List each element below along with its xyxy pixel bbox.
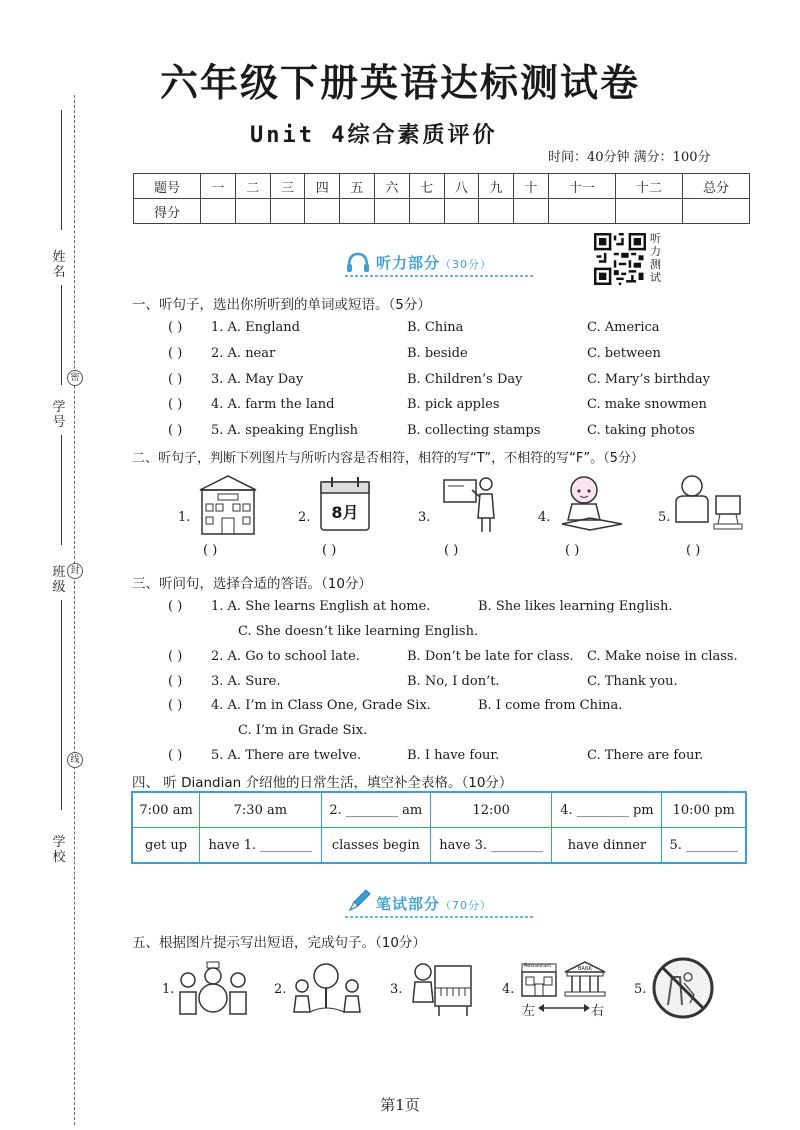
score-row-label: 得分 — [134, 199, 201, 224]
activity-cell: classes begin — [321, 828, 430, 864]
picture-number: 5. — [658, 510, 671, 525]
answer-paren[interactable]: ( ) — [168, 698, 183, 713]
score-cell: 七 — [409, 174, 444, 199]
option-a: 1. A. England — [211, 320, 300, 335]
kids-planting-trees-icon — [290, 960, 366, 1016]
time-score-info: 时间：40分钟 满分：100分 — [548, 150, 711, 165]
left-direction-label: 左 — [522, 1004, 536, 1019]
answer-paren[interactable]: ( ) — [168, 423, 183, 438]
class-label: 班级 — [52, 565, 66, 595]
answer-paren[interactable]: ( ) — [444, 543, 459, 558]
option-b: B. beside — [407, 346, 468, 361]
listening-section-heading — [376, 252, 492, 273]
daily-routine-table — [131, 791, 747, 864]
answer-paren[interactable]: ( ) — [168, 346, 183, 361]
option-c: C. make snowmen — [587, 397, 707, 412]
picture-number: 4. — [502, 982, 515, 997]
score-table-score-row — [134, 199, 750, 224]
table-row — [132, 828, 746, 864]
time-cell: 12:00 — [431, 792, 552, 828]
q2-title: 二、听句子，判断下列图片与所听内容是否相符，相符的写“T”，不相符的写“F”。（5分） — [132, 451, 644, 466]
option-a: 5. A. There are twelve. — [211, 748, 362, 763]
answer-paren[interactable]: ( ) — [686, 543, 701, 558]
option-a: 2. A. near — [211, 346, 276, 361]
score-cell: 一 — [201, 174, 236, 199]
option-c: C. There are four. — [587, 748, 704, 763]
answer-paren[interactable]: ( ) — [168, 674, 183, 689]
score-blank-cell[interactable] — [374, 199, 409, 224]
option-a: 5. A. speaking English — [211, 423, 359, 438]
girl-reading-icon — [556, 474, 626, 534]
no-climbing-trees-sign-icon — [650, 955, 716, 1021]
seal-circle-xian: 线 — [67, 752, 83, 768]
calendar-month-text: 8月 — [331, 503, 359, 522]
activity-blank-cell[interactable]: have 1. ________ — [200, 828, 321, 864]
school-building-icon — [196, 472, 260, 536]
option-b: B. China — [407, 320, 464, 335]
time-blank-cell[interactable]: 2. ________ am — [321, 792, 430, 828]
listening-points: （30分） — [440, 258, 493, 271]
option-c: C. Make noise in class. — [587, 649, 738, 664]
activity-blank-cell[interactable]: have 3. ________ — [431, 828, 552, 864]
score-blank-cell[interactable] — [235, 199, 270, 224]
answer-paren[interactable]: ( ) — [203, 543, 218, 558]
picture-number: 3. — [390, 982, 403, 997]
score-blank-cell[interactable] — [340, 199, 375, 224]
option-a: 1. A. She learns English at home. — [211, 599, 431, 614]
answer-paren[interactable]: ( ) — [168, 397, 183, 412]
score-blank-cell[interactable] — [270, 199, 305, 224]
qr-label-char: 试 — [650, 271, 661, 284]
picture-number: 1. — [162, 982, 175, 997]
activity-blank-cell[interactable]: 5. ________ — [662, 828, 746, 864]
qr-label-char: 听 — [650, 232, 661, 245]
school-label: 学校 — [52, 835, 66, 865]
option-c: C. She doesn’t like learning English. — [238, 624, 479, 639]
activity-cell: have dinner — [552, 828, 662, 864]
name-label: 姓名 — [52, 250, 66, 280]
qr-label-char: 力 — [650, 245, 661, 258]
picture-number: 3. — [418, 510, 431, 525]
table-row — [132, 792, 746, 828]
binding-dashed-line — [74, 95, 75, 1125]
score-cell: 总分 — [682, 174, 749, 199]
kids-making-snowman-icon — [176, 958, 250, 1018]
score-cell: 十二 — [615, 174, 682, 199]
picture-number: 2. — [298, 510, 311, 525]
score-blank-cell[interactable] — [615, 199, 682, 224]
score-table — [133, 173, 750, 224]
score-blank-cell[interactable] — [201, 199, 236, 224]
q1-title: 一、听句子，选出你所听到的单词或短语。（5分） — [132, 297, 431, 313]
writing-section-heading — [376, 893, 492, 914]
score-blank-cell[interactable] — [514, 199, 549, 224]
q3-title: 三、听问句，选择合适的答语。（10分） — [132, 576, 372, 592]
student-id-fill-line — [61, 285, 62, 385]
unit-subtitle: Unit 4综合素质评价 — [250, 123, 498, 148]
score-cell: 三 — [270, 174, 305, 199]
time-cell: 10:00 pm — [662, 792, 746, 828]
option-a: 3. A. May Day — [211, 372, 304, 387]
score-cell: 九 — [479, 174, 514, 199]
right-direction-label: 右 — [591, 1004, 605, 1019]
option-c: C. America — [587, 320, 660, 335]
score-blank-cell[interactable] — [409, 199, 444, 224]
activity-cell: get up — [132, 828, 200, 864]
option-b: B. Children’s Day — [407, 372, 523, 387]
listening-heading-text: 听力部分 — [376, 254, 441, 272]
qr-label-char: 测 — [650, 258, 661, 271]
q4-title: 四、 听 Diandian 介绍他的日常生活，填空补全表格。（10分） — [132, 775, 513, 791]
answer-paren[interactable]: ( ) — [168, 599, 183, 614]
score-blank-cell[interactable] — [305, 199, 340, 224]
option-b: B. No, I don’t. — [407, 674, 500, 689]
option-a: 4. A. farm the land — [211, 397, 335, 412]
time-cell: 7:30 am — [200, 792, 321, 828]
name-fill-line — [61, 110, 62, 230]
answer-paren[interactable]: ( ) — [168, 372, 183, 387]
student-id-label: 学号 — [52, 400, 66, 430]
seal-circle-mi: 密 — [67, 370, 83, 386]
double-arrow-icon — [538, 1003, 590, 1013]
score-table-header-row — [134, 174, 750, 199]
answer-paren[interactable]: ( ) — [322, 543, 337, 558]
option-b: B. pick apples — [407, 397, 500, 412]
writing-points: （70分） — [440, 899, 493, 912]
writing-heading-text: 笔试部分 — [376, 895, 441, 913]
option-c: C. I’m in Grade Six. — [238, 723, 368, 738]
qr-code-icon[interactable] — [594, 233, 646, 285]
score-blank-cell[interactable] — [682, 199, 749, 224]
option-a: 3. A. Sure. — [211, 674, 281, 689]
score-cell: 四 — [305, 174, 340, 199]
picture-number: 1. — [178, 510, 191, 525]
score-cell: 五 — [340, 174, 375, 199]
option-a: 4. A. I’m in Class One, Grade Six. — [211, 698, 431, 713]
q5-title: 五、根据图片提示写出短语，完成句子。（10分） — [132, 935, 426, 951]
option-c: C. Thank you. — [587, 674, 678, 689]
option-c: C. between — [587, 346, 661, 361]
answer-paren[interactable]: ( ) — [168, 748, 183, 763]
seal-circle-feng: 封 — [67, 563, 83, 579]
score-cell: 二 — [235, 174, 270, 199]
picture-number: 5. — [634, 982, 647, 997]
page-title: 六年级下册英语达标测试卷 — [159, 61, 640, 105]
option-b: B. Don’t be late for class. — [407, 649, 574, 664]
answer-paren[interactable]: ( ) — [168, 320, 183, 335]
headphones-icon — [345, 250, 371, 274]
picture-number: 2. — [274, 982, 287, 997]
score-cell: 十 — [514, 174, 549, 199]
qr-label — [650, 232, 664, 284]
teacher-at-board-icon — [440, 472, 504, 536]
pencil-icon — [346, 888, 372, 914]
score-cell: 六 — [374, 174, 409, 199]
score-blank-cell[interactable] — [444, 199, 479, 224]
score-blank-cell[interactable] — [548, 199, 615, 224]
time-blank-cell[interactable]: 4. ________ pm — [552, 792, 662, 828]
score-cell: 十一 — [548, 174, 615, 199]
option-b: B. I come from China. — [478, 698, 623, 713]
page-number: 第1页 — [380, 1096, 420, 1114]
picture-number: 4. — [538, 510, 551, 525]
option-c: C. Mary’s birthday — [587, 372, 711, 387]
girl-playing-piano-icon — [405, 958, 475, 1018]
time-cell: 7:00 am — [132, 792, 200, 828]
answer-paren[interactable]: ( ) — [168, 649, 183, 664]
score-cell: 题号 — [134, 174, 201, 199]
writing-underline — [345, 915, 535, 919]
option-a: 2. A. Go to school late. — [211, 649, 360, 664]
restaurant-sign-text: Restaurant — [524, 963, 552, 969]
class-fill-line — [61, 435, 62, 545]
listening-underline — [345, 274, 535, 278]
option-c: C. taking photos — [587, 423, 695, 438]
boy-watching-tv-icon — [672, 472, 744, 534]
school-fill-line — [61, 600, 62, 810]
option-b: B. collecting stamps — [407, 423, 541, 438]
answer-paren[interactable]: ( ) — [565, 543, 580, 558]
bank-sign-text: BANK — [578, 966, 592, 972]
score-cell: 八 — [444, 174, 479, 199]
score-blank-cell[interactable] — [479, 199, 514, 224]
option-b: B. I have four. — [407, 748, 500, 763]
option-b: B. She likes learning English. — [478, 599, 673, 614]
